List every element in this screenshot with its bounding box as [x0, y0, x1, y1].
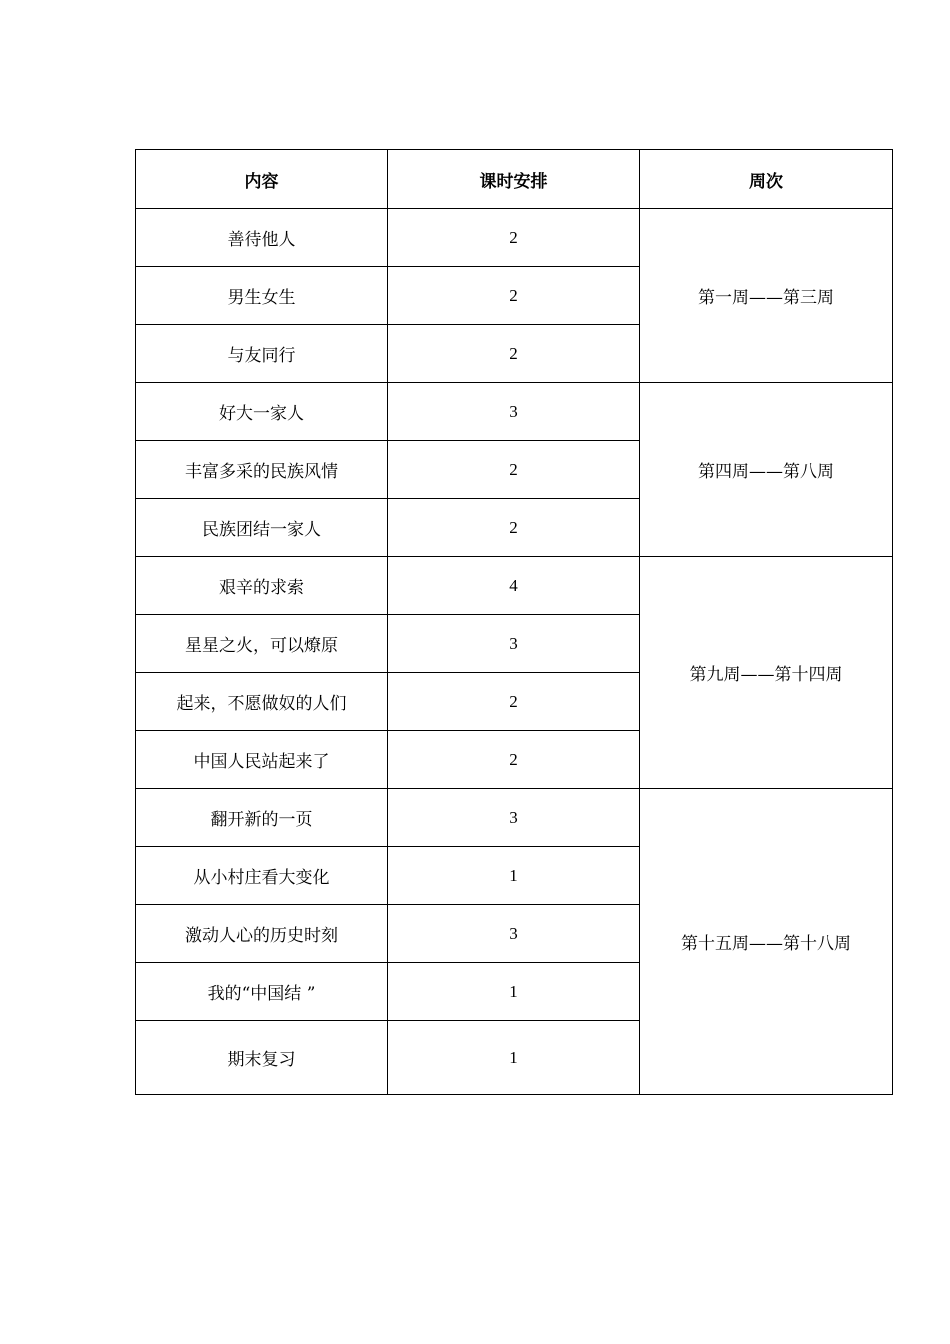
hours-cell: 2 — [388, 267, 640, 325]
content-cell: 从小村庄看大变化 — [136, 847, 388, 905]
hours-cell: 3 — [388, 615, 640, 673]
content-cell: 星星之火，可以燎原 — [136, 615, 388, 673]
table-row — [136, 789, 893, 847]
hours-cell: 3 — [388, 905, 640, 963]
hours-cell: 3 — [388, 383, 640, 441]
hours-cell: 2 — [388, 731, 640, 789]
schedule-table — [135, 149, 893, 1095]
weeks-cell: 第一周——第三周 — [640, 209, 893, 383]
hours-cell: 1 — [388, 963, 640, 1021]
content-cell: 艰辛的求索 — [136, 557, 388, 615]
content-cell: 起来，不愿做奴的人们 — [136, 673, 388, 731]
table-row — [136, 557, 893, 615]
header-content: 内容 — [136, 150, 388, 209]
content-cell: 男生女生 — [136, 267, 388, 325]
header-weeks: 周次 — [640, 150, 893, 209]
content-cell: 民族团结一家人 — [136, 499, 388, 557]
hours-cell: 2 — [388, 441, 640, 499]
content-cell: 好大一家人 — [136, 383, 388, 441]
weeks-cell: 第九周——第十四周 — [640, 557, 893, 789]
content-cell: 善待他人 — [136, 209, 388, 267]
content-cell: 我的“中国结 ” — [136, 963, 388, 1021]
content-cell: 中国人民站起来了 — [136, 731, 388, 789]
content-cell: 丰富多采的民族风情 — [136, 441, 388, 499]
header-hours: 课时安排 — [388, 150, 640, 209]
hours-cell: 2 — [388, 499, 640, 557]
header-row — [136, 150, 893, 209]
hours-cell: 2 — [388, 209, 640, 267]
weeks-cell: 第四周——第八周 — [640, 383, 893, 557]
table-row — [136, 209, 893, 267]
hours-cell: 2 — [388, 673, 640, 731]
content-cell: 激动人心的历史时刻 — [136, 905, 388, 963]
hours-cell: 1 — [388, 1021, 640, 1095]
hours-cell: 1 — [388, 847, 640, 905]
content-cell: 翻开新的一页 — [136, 789, 388, 847]
hours-cell: 3 — [388, 789, 640, 847]
content-cell: 与友同行 — [136, 325, 388, 383]
hours-cell: 4 — [388, 557, 640, 615]
hours-cell: 2 — [388, 325, 640, 383]
table-row — [136, 383, 893, 441]
weeks-cell: 第十五周——第十八周 — [640, 789, 893, 1095]
content-cell: 期末复习 — [136, 1021, 388, 1095]
